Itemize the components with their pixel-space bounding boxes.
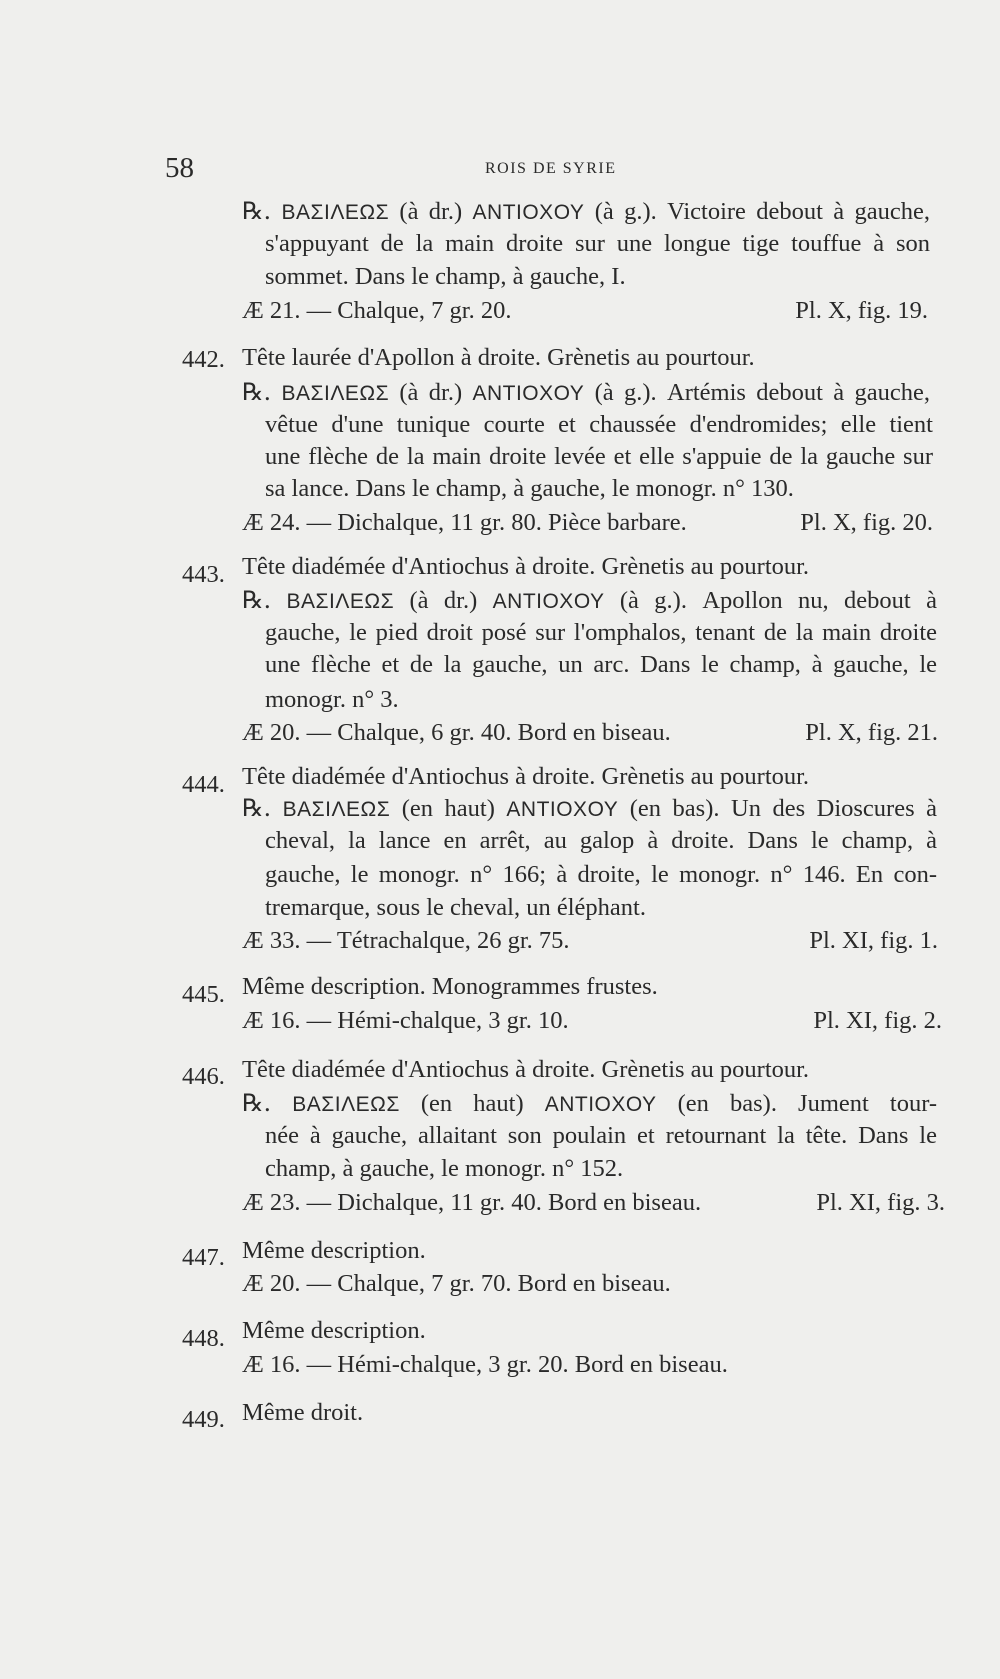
entry-449-obverse: Même droit.: [242, 1399, 364, 1426]
entry-number: 447.: [182, 1244, 225, 1271]
entry-442-obverse: Tête laurée d'Apollon à droite. Grènetis au pourtour.: [242, 344, 755, 371]
entry-442-meta: Æ 24. — Dichalque, 11 gr. 80. Pièce barbare.: [242, 509, 687, 536]
entry-444-line: cheval, la lance en arrêt, au galop à droite. Dans le champ, à: [265, 827, 937, 854]
entry-444-plate: Pl. XI, fig. 1.: [809, 927, 938, 954]
entry-443-reverse: ℞. ΒΑΣΙΛΕΩΣ (à dr.) ΑΝΤΙΟΧΟΥ (à g.). Apollon nu, debout à: [242, 586, 937, 614]
entry-443-plate: Pl. X, fig. 21.: [805, 719, 938, 746]
entry-number: 445.: [182, 981, 225, 1008]
entry-443-line: monogr. n° 3.: [265, 686, 399, 713]
entry-445-meta: Æ 16. — Hémi-chalque, 3 gr. 10.: [242, 1007, 569, 1034]
entry-442-line: sa lance. Dans le champ, à gauche, le monogr. n° 130.: [265, 475, 794, 502]
entry-444-obverse: Tête diadémée d'Antiochus à droite. Grènetis au pourtour.: [242, 763, 810, 790]
entry-445-plate: Pl. XI, fig. 2.: [813, 1007, 942, 1034]
entry-447-meta: Æ 20. — Chalque, 7 gr. 70. Bord en biseau.: [242, 1270, 671, 1297]
entry-441-meta: Æ 21. — Chalque, 7 gr. 20.: [242, 297, 512, 324]
page-header: [165, 152, 940, 186]
entry-441-line: s'appuyant de la main droite sur une longue tige touffue à son: [265, 230, 930, 257]
entry-442-line: une flèche de la main droite levée et elle s'appuie de la gauche sur: [265, 443, 933, 470]
entry-444-meta: Æ 33. — Tétrachalque, 26 gr. 75.: [242, 927, 570, 954]
entry-number: 444.: [182, 771, 225, 798]
entry-442-reverse: ℞. ΒΑΣΙΛΕΩΣ (à dr.) ΑΝΤΙΟΧΟΥ (à g.). Artémis debout à gauche,: [242, 378, 931, 406]
entry-444-line: tremarque, sous le cheval, un éléphant.: [265, 894, 646, 921]
entry-443-meta: Æ 20. — Chalque, 6 gr. 40. Bord en biseau.: [242, 719, 671, 746]
entry-446-line: champ, à gauche, le monogr. n° 152.: [265, 1155, 624, 1182]
entry-number: 448.: [182, 1325, 225, 1352]
entry-443-line: gauche, le pied droit posé sur l'omphalos, tenant de la main droite: [265, 619, 937, 646]
entry-447-obverse: Même description.: [242, 1237, 426, 1264]
entry-number: 446.: [182, 1063, 225, 1090]
entry-442-line: vêtue d'une tunique courte et chaussée d'endromides; elle tient: [265, 411, 933, 438]
entry-444-reverse: ℞. ΒΑΣΙΛΕΩΣ (en haut) ΑΝΤΙΟΧΟΥ (en bas). Un des Dioscures à: [242, 794, 937, 822]
entry-446-line: née à gauche, allaitant son poulain et retournant la tête. Dans le: [265, 1122, 937, 1149]
entry-number: 442.: [182, 346, 225, 373]
entry-441-plate: Pl. X, fig. 19.: [795, 297, 928, 324]
entry-448-meta: Æ 16. — Hémi-chalque, 3 gr. 20. Bord en biseau.: [242, 1351, 728, 1378]
entry-446-meta: Æ 23. — Dichalque, 11 gr. 40. Bord en biseau.: [242, 1189, 702, 1216]
entry-444-line: gauche, le monogr. n° 166; à droite, le monogr. n° 146. En con-: [265, 861, 937, 888]
page-number: 58: [165, 152, 194, 184]
entry-number: 449.: [182, 1406, 225, 1433]
entry-446-obverse: Tête diadémée d'Antiochus à droite. Grènetis au pourtour.: [242, 1056, 810, 1083]
entry-443-line: une flèche et de la gauche, un arc. Dans le champ, à gauche, le: [265, 651, 937, 678]
entry-445-obverse: Même description. Monogrammes frustes.: [242, 973, 658, 1000]
entry-446-plate: Pl. XI, fig. 3.: [816, 1189, 945, 1216]
entry-441-reverse: ℞. ΒΑΣΙΛΕΩΣ (à dr.) ΑΝΤΙΟΧΟΥ (à g.). Victoire debout à gauche,: [242, 197, 931, 225]
running-title: ROIS DE SYRIE: [485, 160, 617, 177]
entry-441-line: sommet. Dans le champ, à gauche, I.: [265, 263, 626, 290]
entry-number: 443.: [182, 561, 225, 588]
entry-442-plate: Pl. X, fig. 20.: [800, 509, 933, 536]
entry-448-obverse: Même description.: [242, 1317, 426, 1344]
entry-443-obverse: Tête diadémée d'Antiochus à droite. Grènetis au pourtour.: [242, 553, 810, 580]
entry-446-reverse: ℞. ΒΑΣΙΛΕΩΣ (en haut) ΑΝΤΙΟΧΟΥ (en bas). Jument tour-: [242, 1089, 938, 1117]
